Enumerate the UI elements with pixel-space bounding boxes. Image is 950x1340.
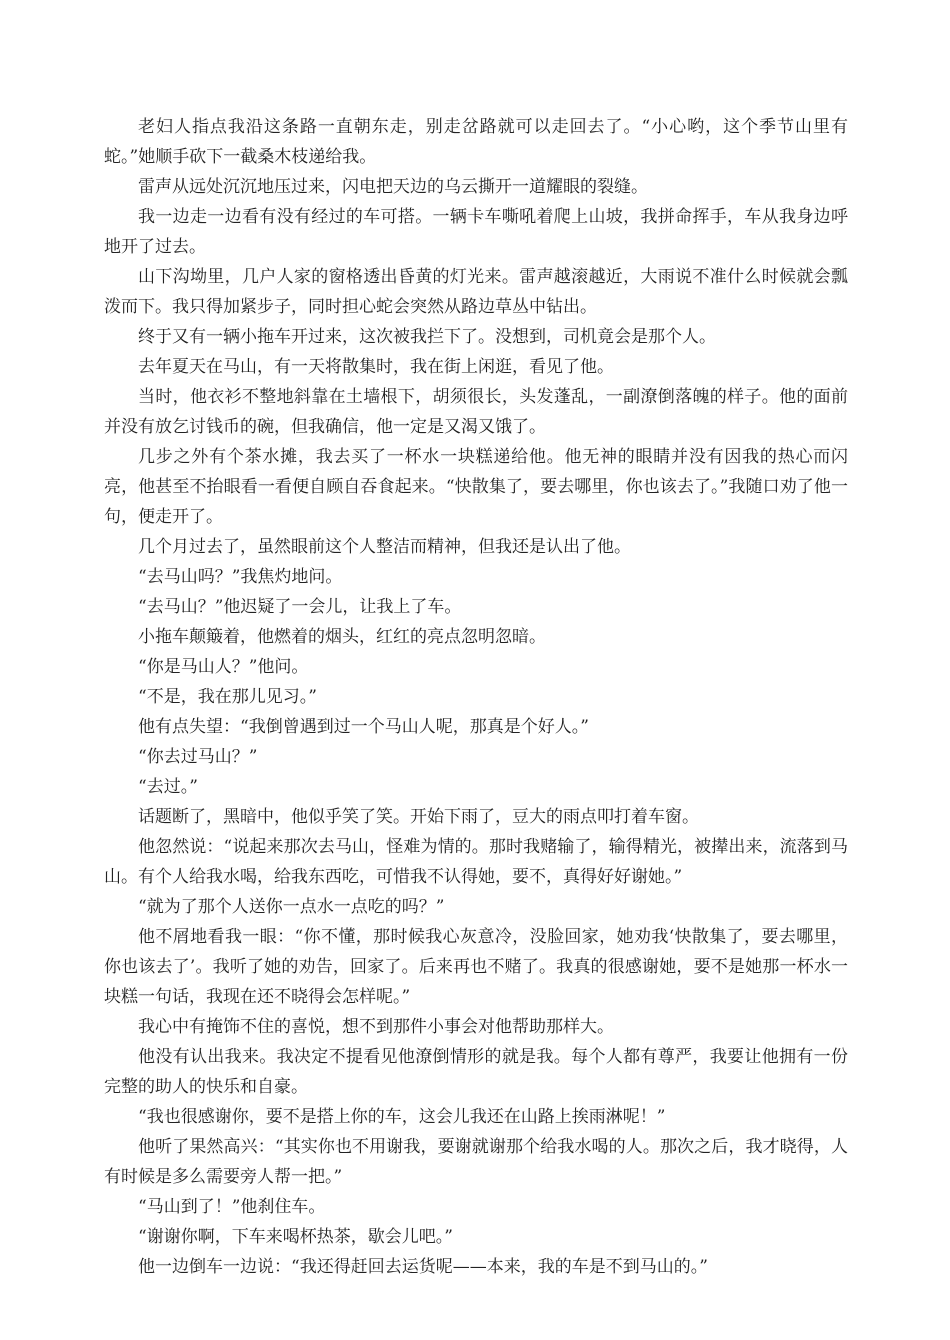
paragraph: 几步之外有个茶水摊，我去买了一杯水一块糕递给他。他无神的眼睛并没有因我的热心而闪亮，他甚至不抬眼看一看便自顾自吞食起来。“快散集了，要去哪里，你也该去了。”我随口劝了他一句，便走开了。 [104,447,848,527]
paragraph: 我心中有掩饰不住的喜悦，想不到那件小事会对他帮助那样大。 [138,1017,614,1037]
paragraph: “不是，我在那儿见习。” [138,687,317,707]
paragraph: 几个月过去了，虽然眼前这个人整洁而精神，但我还是认出了他。 [138,537,631,557]
paragraph: 老妇人指点我沿这条路一直朝东走，别走岔路就可以走回去了。“小心哟，这个季节山里有蛇。”她顺手砍下一截桑木枝递给我。 [104,117,848,167]
paragraph: “你是马山人？”他问。 [138,657,309,677]
paragraph: 话题断了，黑暗中，他似乎笑了笑。开始下雨了，豆大的雨点叩打着车窗。 [138,807,699,827]
story-text [104,112,848,1282]
paragraph: 山下沟坳里，几户人家的窗格透出昏黄的灯光来。雷声越滚越近，大雨说不准什么时候就会瓢泼而下。我只得加紧步子，同时担心蛇会突然从路边草丛中钻出。 [104,267,848,317]
paragraph: “马山到了！”他刹住车。 [138,1197,326,1217]
paragraph: 小拖车颠簸着，他燃着的烟头，红红的亮点忽明忽暗。 [138,627,546,647]
paragraph: “就为了那个人送你一点水一点吃的吗？” [138,897,445,917]
paragraph: 终于又有一辆小拖车开过来，这次被我拦下了。没想到，司机竟会是那个人。 [138,327,716,347]
paragraph: “去马山吗？”我焦灼地问。 [138,567,343,587]
paragraph: 他没有认出我来。我决定不提看见他潦倒情形的就是我。每个人都有尊严，我要让他拥有一份完整的助人的快乐和自豪。 [104,1047,848,1097]
paragraph: 去年夏天在马山，有一天将散集时，我在街上闲逛，看见了他。 [138,357,614,377]
paragraph: “我也很感谢你，要不是搭上你的车，这会儿我还在山路上挨雨淋呢！” [138,1107,666,1127]
paragraph: 雷声从远处沉沉地压过来，闪电把天边的乌云撕开一道耀眼的裂缝。 [138,177,648,197]
paragraph: 他忽然说：“说起来那次去马山，怪难为情的。那时我赌输了，输得精光，被撵出来，流落到马山。有个人给我水喝，给我东西吃，可惜我不认得她，要不，真得好好谢她。” [104,837,848,887]
paragraph: “谢谢你啊，下车来喝杯热茶，歇会儿吧。” [138,1227,453,1247]
paragraph: “去过。” [138,777,198,797]
paragraph: “去马山？”他迟疑了一会儿，让我上了车。 [138,597,462,617]
paragraph: 他听了果然高兴：“其实你也不用谢我，要谢就谢那个给我水喝的人。那次之后，我才晓得，人有时候是多么需要旁人帮一把。” [104,1137,848,1187]
paragraph: 他有点失望：“我倒曾遇到过一个马山人呢，那真是个好人。” [138,717,589,737]
paragraph: 他不屑地看我一眼：“你不懂，那时候我心灰意冷，没脸回家，她劝我‘快散集了，要去哪里，你也该去了’。我听了她的劝告，回家了。后来再也不赌了。我真的很感谢她，要不是她那一杯水一块糕一句话，我现在还不晓得会怎样呢。” [104,927,848,1007]
paragraph: “你去过马山？” [138,747,258,767]
paragraph: 当时，他衣衫不整地斜靠在土墙根下，胡须很长，头发蓬乱，一副潦倒落魄的样子。他的面前并没有放乞讨钱币的碗，但我确信，他一定是又渴又饿了。 [104,387,848,437]
paragraph: 他一边倒车一边说：“我还得赶回去运货呢——本来，我的车是不到马山的。” [138,1257,708,1277]
paragraph: 我一边走一边看有没有经过的车可搭。一辆卡车嘶吼着爬上山坡，我拼命挥手，车从我身边呼地开了过去。 [104,207,848,257]
